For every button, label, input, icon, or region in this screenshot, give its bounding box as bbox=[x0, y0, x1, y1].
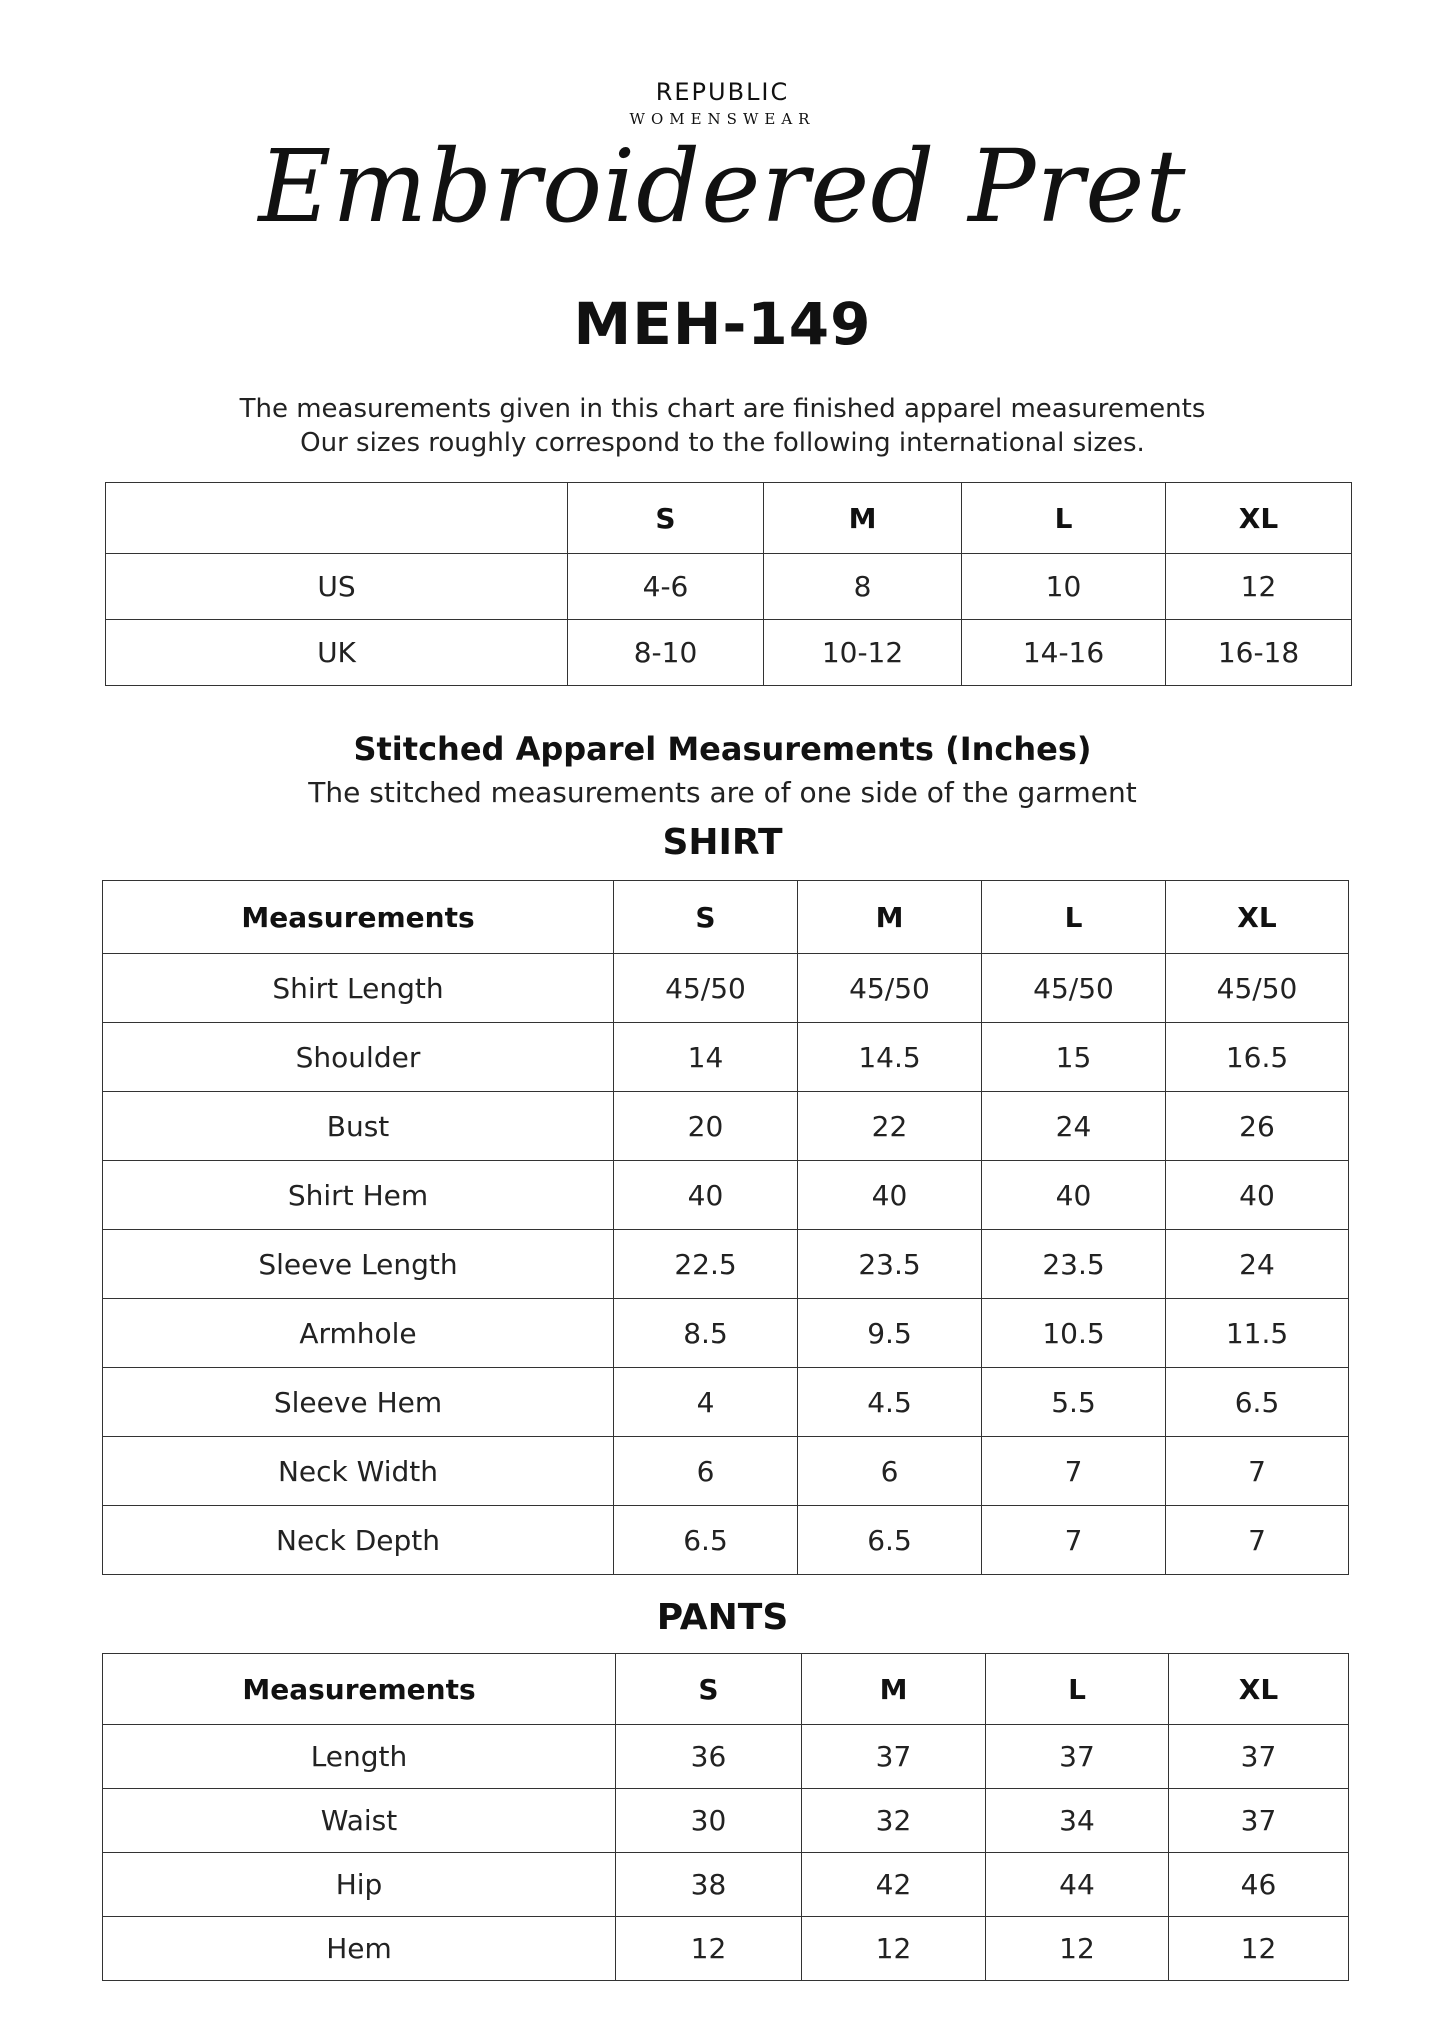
table-row bbox=[103, 954, 1349, 1023]
table-row bbox=[103, 1368, 1349, 1437]
table-cell: 37 bbox=[1169, 1789, 1349, 1853]
table-row bbox=[106, 554, 1352, 620]
table-row bbox=[103, 1853, 1349, 1917]
row-label: Neck Width bbox=[103, 1437, 614, 1506]
table-row bbox=[103, 1161, 1349, 1230]
table-cell: 20 bbox=[614, 1092, 798, 1161]
intro-line-1: The measurements given in this chart are finished apparel measurements bbox=[239, 394, 1206, 424]
table-row bbox=[103, 1230, 1349, 1299]
table-row bbox=[103, 1023, 1349, 1092]
table-cell: 44 bbox=[986, 1853, 1169, 1917]
table-cell: 23.5 bbox=[798, 1230, 982, 1299]
table-row bbox=[103, 1789, 1349, 1853]
table-cell: 11.5 bbox=[1166, 1299, 1349, 1368]
pants-table-body bbox=[103, 1654, 1349, 1981]
table-cell: 45/50 bbox=[614, 954, 798, 1023]
table-cell: 26 bbox=[1166, 1092, 1349, 1161]
table-cell: 24 bbox=[982, 1092, 1166, 1161]
column-header: XL bbox=[1166, 483, 1352, 554]
table-cell: 42 bbox=[802, 1853, 986, 1917]
table-row bbox=[103, 1299, 1349, 1368]
table-cell: 12 bbox=[1166, 554, 1352, 620]
column-header: M bbox=[798, 881, 982, 954]
table-cell: 10 bbox=[962, 554, 1166, 620]
table-row bbox=[106, 620, 1352, 686]
row-label: Sleeve Hem bbox=[103, 1368, 614, 1437]
table-cell: 4-6 bbox=[568, 554, 764, 620]
column-header: XL bbox=[1166, 881, 1349, 954]
table-cell: 6 bbox=[614, 1437, 798, 1506]
table-row bbox=[103, 1092, 1349, 1161]
table-cell: 6.5 bbox=[1166, 1368, 1349, 1437]
column-header: M bbox=[764, 483, 962, 554]
table-cell: 10-12 bbox=[764, 620, 962, 686]
row-label: Bust bbox=[103, 1092, 614, 1161]
stitched-title: Stitched Apparel Measurements (Inches) bbox=[353, 730, 1092, 768]
table-cell: 10.5 bbox=[982, 1299, 1166, 1368]
column-header: M bbox=[802, 1654, 986, 1725]
row-label: Neck Depth bbox=[103, 1506, 614, 1575]
table-cell: 45/50 bbox=[1166, 954, 1349, 1023]
pants-measurements-table bbox=[102, 1653, 1349, 1981]
brand-subtitle: WOMENSWEAR bbox=[629, 110, 816, 128]
table-row bbox=[103, 1917, 1349, 1981]
column-header: L bbox=[986, 1654, 1169, 1725]
column-header: S bbox=[616, 1654, 802, 1725]
table-cell: 8.5 bbox=[614, 1299, 798, 1368]
table-cell: 23.5 bbox=[982, 1230, 1166, 1299]
row-label: Hip bbox=[103, 1853, 616, 1917]
brand-name: REPUBLIC bbox=[655, 78, 790, 106]
table-cell: 37 bbox=[1169, 1725, 1349, 1789]
table-cell: 7 bbox=[1166, 1437, 1349, 1506]
row-label: Armhole bbox=[103, 1299, 614, 1368]
table-cell: 36 bbox=[616, 1725, 802, 1789]
table-cell: 30 bbox=[616, 1789, 802, 1853]
table-cell: 22 bbox=[798, 1092, 982, 1161]
table-cell: 12 bbox=[802, 1917, 986, 1981]
column-header: L bbox=[982, 881, 1166, 954]
table-header-row bbox=[103, 1654, 1349, 1725]
table-row bbox=[103, 1725, 1349, 1789]
column-header: Measurements bbox=[103, 881, 614, 954]
row-label: UK bbox=[106, 620, 568, 686]
shirt-title: SHIRT bbox=[662, 822, 783, 863]
table-cell: 38 bbox=[616, 1853, 802, 1917]
table-cell: 15 bbox=[982, 1023, 1166, 1092]
table-cell: 40 bbox=[982, 1161, 1166, 1230]
table-cell: 16.5 bbox=[1166, 1023, 1349, 1092]
table-cell: 12 bbox=[616, 1917, 802, 1981]
row-label: US bbox=[106, 554, 568, 620]
table-cell: 14 bbox=[614, 1023, 798, 1092]
column-header: XL bbox=[1169, 1654, 1349, 1725]
table-header-row bbox=[103, 881, 1349, 954]
table-row bbox=[103, 1437, 1349, 1506]
table-cell: 37 bbox=[802, 1725, 986, 1789]
table-cell: 45/50 bbox=[798, 954, 982, 1023]
shirt-measurements-table bbox=[102, 880, 1349, 1575]
table-cell: 8 bbox=[764, 554, 962, 620]
intro-line-2: Our sizes roughly correspond to the following international sizes. bbox=[300, 428, 1145, 458]
table-cell: 37 bbox=[986, 1725, 1169, 1789]
row-label: Sleeve Length bbox=[103, 1230, 614, 1299]
table-cell: 4 bbox=[614, 1368, 798, 1437]
intl-table-body bbox=[106, 483, 1352, 686]
table-cell: 9.5 bbox=[798, 1299, 982, 1368]
table-cell: 14-16 bbox=[962, 620, 1166, 686]
table-cell: 7 bbox=[982, 1437, 1166, 1506]
table-cell: 7 bbox=[982, 1506, 1166, 1575]
table-cell: 12 bbox=[986, 1917, 1169, 1981]
row-label: Shirt Hem bbox=[103, 1161, 614, 1230]
table-cell: 5.5 bbox=[982, 1368, 1166, 1437]
table-cell: 14.5 bbox=[798, 1023, 982, 1092]
table-cell: 16-18 bbox=[1166, 620, 1352, 686]
table-cell: 40 bbox=[798, 1161, 982, 1230]
table-cell: 7 bbox=[1166, 1506, 1349, 1575]
table-cell: 32 bbox=[802, 1789, 986, 1853]
table-cell: 24 bbox=[1166, 1230, 1349, 1299]
table-cell: 6.5 bbox=[798, 1506, 982, 1575]
shirt-table-body bbox=[103, 881, 1349, 1575]
column-header: L bbox=[962, 483, 1166, 554]
row-label: Shoulder bbox=[103, 1023, 614, 1092]
table-header-row bbox=[106, 483, 1352, 554]
product-code: MEH-149 bbox=[573, 290, 872, 358]
table-cell: 40 bbox=[1166, 1161, 1349, 1230]
table-row bbox=[103, 1506, 1349, 1575]
intro-text bbox=[0, 392, 1445, 460]
table-cell: 12 bbox=[1169, 1917, 1349, 1981]
pants-title: PANTS bbox=[656, 1597, 789, 1638]
row-label: Hem bbox=[103, 1917, 616, 1981]
table-cell: 6.5 bbox=[614, 1506, 798, 1575]
row-label: Shirt Length bbox=[103, 954, 614, 1023]
row-label: Length bbox=[103, 1725, 616, 1789]
collection-title: Embroidered Pret bbox=[258, 128, 1187, 245]
table-cell: 22.5 bbox=[614, 1230, 798, 1299]
table-cell: 4.5 bbox=[798, 1368, 982, 1437]
international-size-table bbox=[105, 482, 1352, 686]
row-label: Waist bbox=[103, 1789, 616, 1853]
table-cell: 40 bbox=[614, 1161, 798, 1230]
column-header: S bbox=[568, 483, 764, 554]
table-cell: 8-10 bbox=[568, 620, 764, 686]
column-header: S bbox=[614, 881, 798, 954]
column-header bbox=[106, 483, 568, 554]
stitched-subtitle: The stitched measurements are of one side of the garment bbox=[308, 776, 1137, 809]
table-cell: 45/50 bbox=[982, 954, 1166, 1023]
column-header: Measurements bbox=[103, 1654, 616, 1725]
table-cell: 46 bbox=[1169, 1853, 1349, 1917]
table-cell: 34 bbox=[986, 1789, 1169, 1853]
table-cell: 6 bbox=[798, 1437, 982, 1506]
